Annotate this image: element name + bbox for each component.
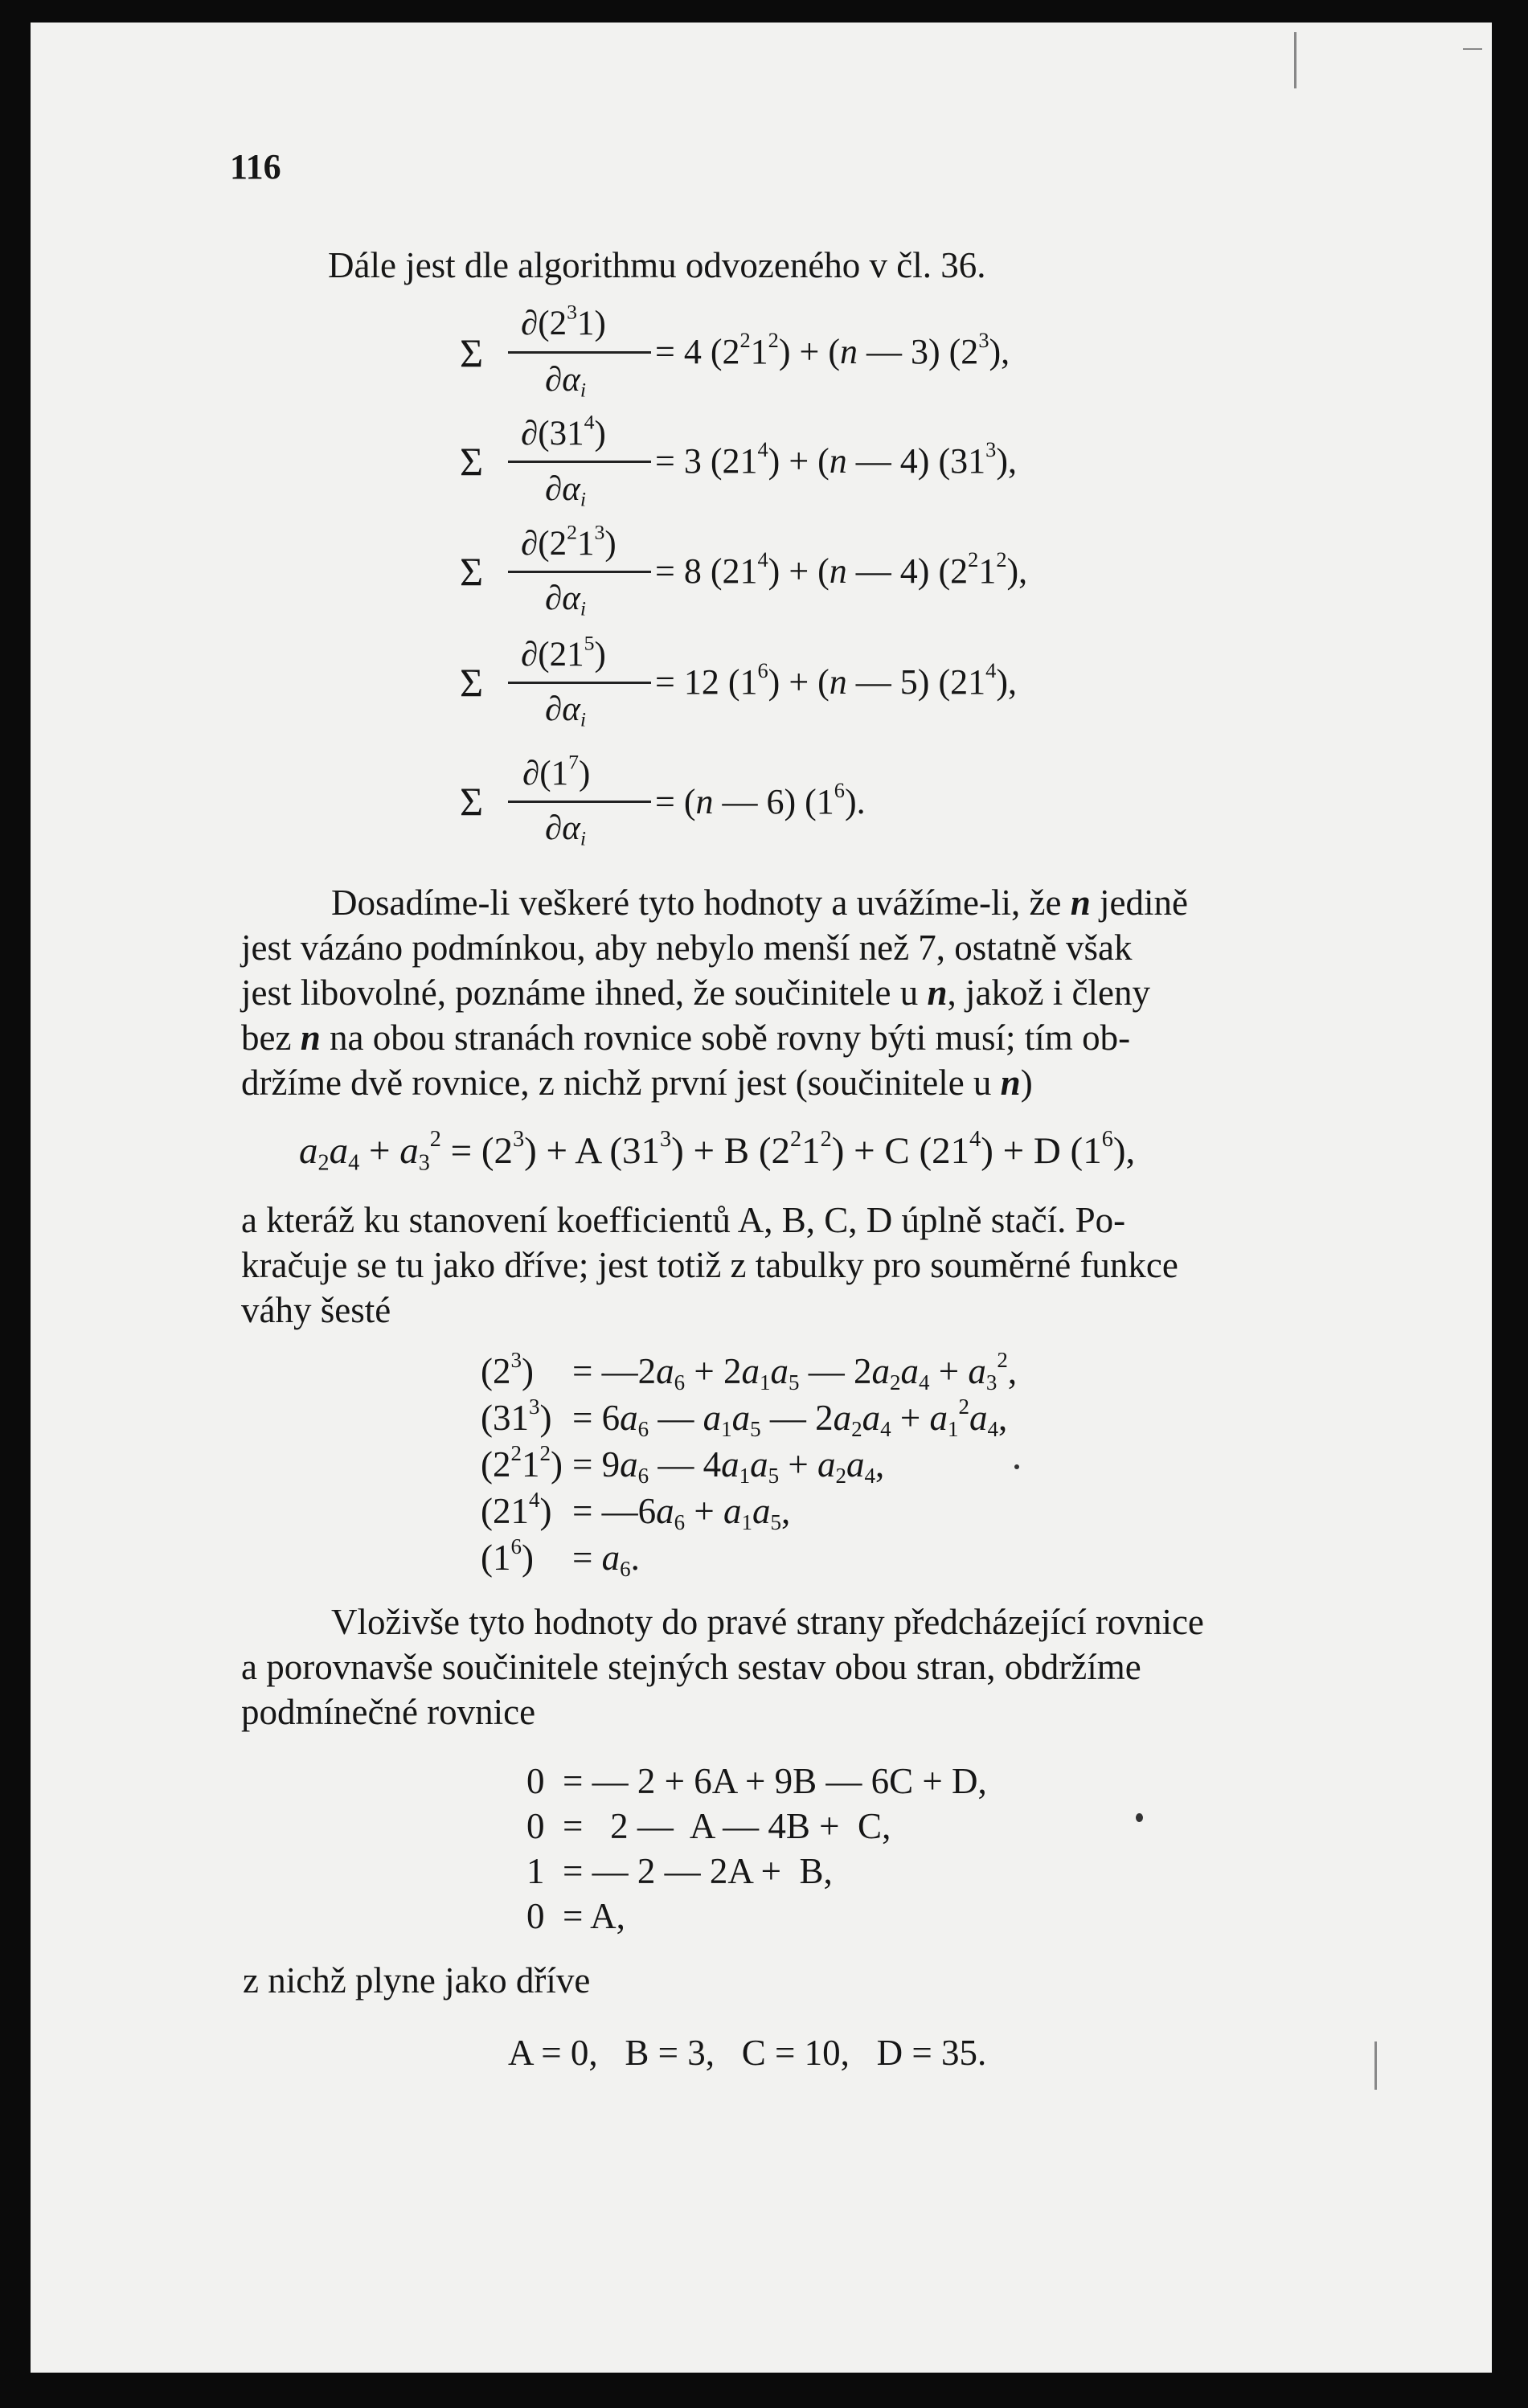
sigma-symbol: Σ (460, 439, 484, 484)
scan-edge-line (1463, 48, 1482, 50)
fraction-bar (508, 461, 651, 463)
fraction-numerator: $\partial(2^31)$ (521, 300, 606, 342)
condition-lhs: 0 (526, 1761, 545, 1801)
fraction-denominator: $\partial\alpha_i$ (545, 361, 586, 402)
table-row-rhs: = $a_6$. (572, 1538, 640, 1582)
condition-rhs: = A, (563, 1896, 625, 1936)
table-row-rhs: = $9a_6$ — $4a_1a_5 + a_2a_4$, (572, 1444, 885, 1489)
equation-rhs: = 8 $(21^4) + (n$ — 4) $(2^21^2)$, (655, 547, 1028, 591)
fraction-bar (508, 682, 651, 684)
sigma-symbol: Σ (460, 330, 484, 375)
table-row-lhs: $(31^3)$ (481, 1394, 552, 1438)
table-row-rhs: = $—2a_6 + 2a_1a_5$ — $2a_2a_4 + a_3^2$, (572, 1347, 1018, 1395)
fraction-bar (508, 351, 651, 354)
paragraph-line: jest vázáno podmínkou, aby nebylo menší než 7, ostatně však (241, 928, 1133, 968)
paragraph-line: kračuje se tu jako dříve; jest totiž z tabulky pro souměrné funkce (241, 1245, 1178, 1285)
table-row-lhs: $(1^6)$ (481, 1534, 534, 1578)
ink-speck (1014, 1464, 1019, 1469)
scan-edge-line (1294, 32, 1297, 88)
table-row-lhs: $(2^3)$ (481, 1347, 534, 1391)
sigma-symbol: Σ (460, 779, 484, 824)
paragraph-line: a kteráž ku stanovení koefficientů A, B, C, D úplně stačí. Po- (241, 1200, 1126, 1240)
fraction-denominator: $\partial\alpha_i$ (545, 809, 586, 850)
fraction-numerator: $\partial(21^5)$ (521, 631, 606, 674)
paragraph-1 (241, 880, 1188, 1105)
fraction-denominator: $\partial\alpha_i$ (545, 470, 586, 511)
table-row-lhs: $(21^4)$ (481, 1487, 552, 1531)
ink-speck (1136, 1813, 1143, 1822)
main-equation: $a_2a_4 + a_3^2 = (2^3) + A$ $(31^3) + B$ $(2^21^2) + C$ $(21^4) + D$ $(1^6)$, (299, 1126, 1136, 1176)
paragraph-line: podmínečné rovnice (241, 1692, 536, 1732)
fraction-bar (508, 571, 651, 573)
equation-rhs: = 3 $(21^4) + (n$ — 4) $(31^3)$, (655, 437, 1017, 481)
fraction-denominator: $\partial\alpha_i$ (545, 690, 586, 731)
final-values: A = 0, B = 3, C = 10, D = 35. (508, 2033, 987, 2073)
fraction-numerator: $\partial(2^21^3)$ (521, 520, 617, 563)
paragraph-line: Vloživše tyto hodnoty do pravé strany předcházející rovnice (331, 1602, 1204, 1642)
paragraph-2 (241, 1198, 1178, 1333)
paragraph-3 (241, 1599, 1204, 1734)
paragraph-line: a porovnavše součinitele stejných sestav obou stran, obdržíme (241, 1647, 1141, 1687)
paragraph-line: jest libovolné, poznáme ihned, že součinitele u n, jakož i členy (241, 973, 1150, 1013)
condition-lhs: 1 (526, 1851, 545, 1891)
scan-edge-line (1374, 2041, 1377, 2090)
condition-rhs: = — 2 — 2A + B, (563, 1851, 833, 1891)
paragraph-line: Dosadíme-li veškeré tyto hodnoty a uvážíme-li, že n jedině (331, 883, 1188, 923)
table-row-lhs: $(2^21^2)$ (481, 1440, 563, 1485)
table-row-rhs: = $6a_6$ — $a_1a_5$ — $2a_2a_4 + a_1^2a_4$, (572, 1394, 1008, 1442)
paragraph-line: držíme dvě rovnice, z nichž první jest (součinitele u n) (241, 1063, 1033, 1103)
paragraph-line: váhy šesté (241, 1290, 391, 1330)
condition-rhs: = — 2 + 6A + 9B — 6C + D, (563, 1761, 987, 1801)
condition-lhs: 0 (526, 1896, 545, 1936)
table-row-rhs: = $—6a_6 + a_1a_5$, (572, 1491, 791, 1535)
conclusion-line: z nichž plyne jako dříve (243, 1960, 591, 2001)
fraction-bar (508, 801, 651, 803)
fraction-numerator: $\partial(31^4)$ (521, 410, 606, 453)
intro-line: Dále jest dle algorithmu odvozeného v čl. 36. (328, 245, 986, 285)
condition-lhs: 0 (526, 1806, 545, 1846)
sigma-symbol: Σ (460, 660, 484, 705)
fraction-denominator: $\partial\alpha_i$ (545, 579, 586, 620)
condition-rhs: = 2 — A — 4B + C, (563, 1806, 891, 1846)
equation-rhs: = 4 $(2^21^2) + (n$ — 3) $(2^3)$, (655, 328, 1010, 371)
equation-rhs: = (n — 6) $(1^6)$. (655, 778, 866, 821)
equation-rhs: = 12 $(1^6) + (n$ — 5) $(21^4)$, (655, 658, 1017, 702)
fraction-numerator: $\partial(1^7)$ (522, 750, 591, 792)
sigma-symbol: Σ (460, 549, 484, 594)
paragraph-line: bez n na obou stranách rovnice sobě rovny býti musí; tím ob- (241, 1018, 1131, 1058)
page-number: 116 (230, 147, 281, 186)
